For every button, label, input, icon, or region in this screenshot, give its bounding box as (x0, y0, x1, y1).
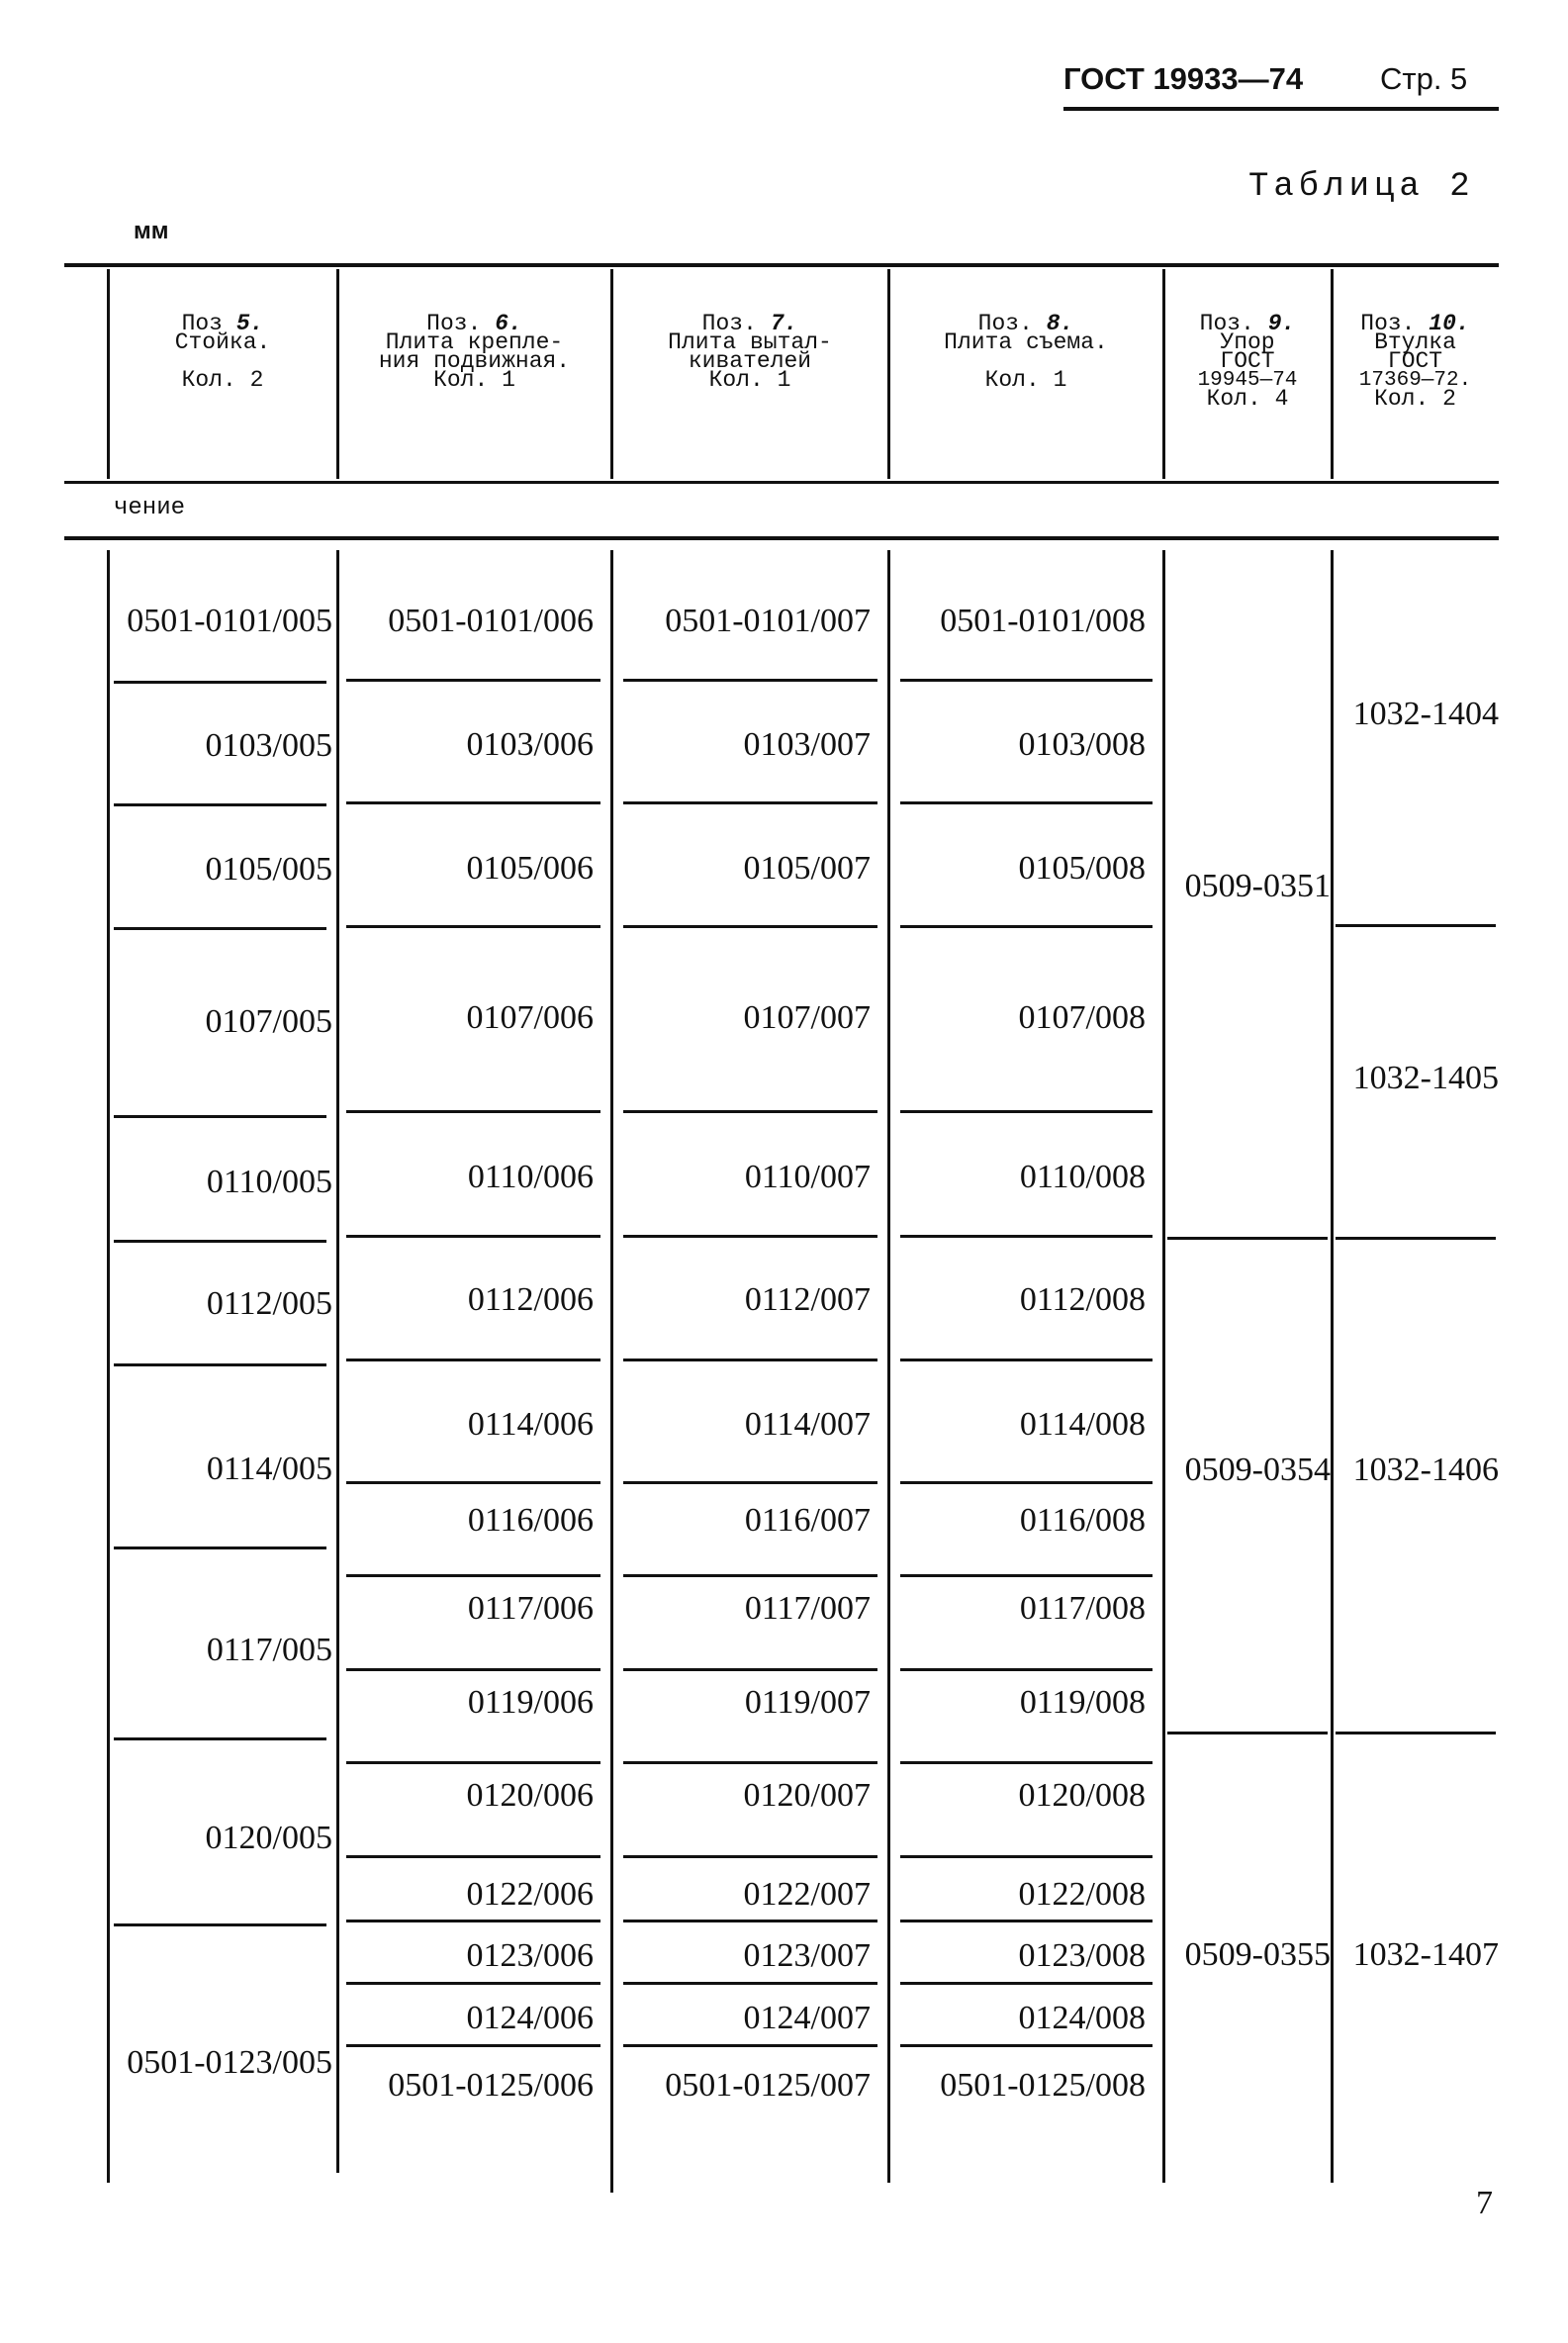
col6-cell: 0110/006 (467, 1159, 594, 1195)
column-header (111, 311, 334, 393)
vtulka-row-rule (1336, 1732, 1496, 1734)
col8-cell: 0120/008 (1018, 1777, 1146, 1814)
col6-cell: 0105/006 (466, 850, 594, 887)
column-header (614, 311, 885, 393)
col6-row-rule (346, 1668, 600, 1671)
col6-cell: 0103/006 (466, 726, 594, 763)
header-column-rule (887, 269, 890, 479)
stoika-row-rule (114, 803, 326, 806)
col8-row-rule (900, 1761, 1153, 1764)
col8-cell: 0105/008 (1018, 850, 1146, 887)
col6-cell: 0122/006 (466, 1876, 594, 1913)
col6-row-rule (346, 1481, 600, 1484)
col7-row-rule (623, 1668, 877, 1671)
col6-row-rule (346, 1359, 600, 1361)
vtulka-row-rule (1336, 1237, 1496, 1240)
header-column-rule (336, 269, 339, 479)
col7-cell: 0103/007 (743, 726, 871, 763)
column-header-line: ния подвижная. (378, 348, 571, 374)
vtulka-cell: 1032-1404 (1352, 696, 1499, 732)
upor-cell: 0509-0355 (1184, 1936, 1331, 1973)
col7-cell: 0105/007 (743, 850, 871, 887)
col8-cell: 0110/008 (1019, 1159, 1146, 1195)
pos-number: 10. (1429, 311, 1470, 336)
column-header-line: Кол. 1 (708, 367, 791, 393)
vtulka-cell: 1032-1406 (1352, 1452, 1499, 1488)
stoika-row-rule (114, 927, 326, 930)
col6-cell: 0501-0125/006 (388, 2067, 594, 2104)
col7-cell: 0501-0125/007 (665, 2067, 871, 2104)
table-top-rule (64, 263, 1499, 267)
col7-cell: 0117/007 (744, 1590, 871, 1627)
stoika-cell: 0112/005 (206, 1285, 332, 1322)
stoika-row-rule (114, 1240, 326, 1243)
col8-row-rule (900, 925, 1153, 928)
stoika-row-rule (114, 1737, 326, 1740)
upor-row-rule (1167, 1237, 1328, 1240)
col8-cell: 0501-0125/008 (940, 2067, 1146, 2104)
col6-cell: 0117/006 (467, 1590, 594, 1627)
col8-cell: 0122/008 (1018, 1876, 1146, 1913)
stoika-row-rule (114, 1546, 326, 1549)
units-label: мм (134, 218, 169, 244)
col6-cell: 0114/006 (467, 1406, 594, 1443)
col8-cell: 0112/008 (1019, 1281, 1146, 1318)
column-header-line: ГОСТ (1220, 348, 1275, 374)
upor-row-rule (1167, 1732, 1328, 1734)
col8-row-rule (900, 1574, 1153, 1577)
col6-cell: 0119/006 (467, 1684, 594, 1721)
column-header-line: Плита съема. (944, 329, 1108, 355)
pos-number: 9. (1267, 311, 1296, 336)
col8-row-rule (900, 1481, 1153, 1484)
col7-cell: 0120/007 (743, 1777, 871, 1814)
col8-cell: 0119/008 (1019, 1684, 1146, 1721)
col6-cell: 0120/006 (466, 1777, 594, 1814)
stoika-cell: 0501-0101/005 (127, 603, 332, 639)
col7-cell: 0112/007 (744, 1281, 871, 1318)
stoika-cell: 0117/005 (206, 1632, 332, 1668)
col6-cell: 0123/006 (466, 1937, 594, 1974)
col7-row-rule (623, 925, 877, 928)
col7-row-rule (623, 801, 877, 804)
stoika-row-rule (114, 1363, 326, 1366)
pos-number: 8. (1046, 311, 1074, 336)
col6-row-rule (346, 1110, 600, 1113)
col7-cell: 0501-0101/007 (665, 603, 871, 639)
col6-cell: 0112/006 (467, 1281, 594, 1318)
col7-row-rule (623, 2044, 877, 2047)
col6-cell: 0124/006 (466, 2000, 594, 2036)
table-caption: Таблица 2 (1248, 168, 1475, 206)
col8-row-rule (900, 1359, 1153, 1361)
column-header-line: Кол. 4 (1206, 386, 1289, 412)
pos-number: 5. (235, 311, 264, 336)
col7-cell: 0123/007 (743, 1937, 871, 1974)
header-column-rule (1331, 269, 1334, 479)
col7-cell: 0122/007 (743, 1876, 871, 1913)
col8-cell: 0114/008 (1019, 1406, 1146, 1443)
pos-label: Поз. (1199, 311, 1254, 336)
column-header-line: Кол. 2 (1374, 386, 1456, 412)
continuation-label: чение (114, 495, 186, 521)
column-header (340, 311, 608, 393)
stoika-cell: 0110/005 (206, 1164, 332, 1200)
pos-label: Поз (181, 311, 223, 336)
column-header-line: Втулка (1374, 329, 1456, 355)
col7-row-rule (623, 679, 877, 682)
pos-label: Поз. (1360, 311, 1416, 336)
col7-cell: 0110/007 (744, 1159, 871, 1195)
column-header-line: Кол. 1 (984, 367, 1067, 393)
column-header-line: Стойка. (174, 329, 271, 355)
header-column-rule (610, 269, 613, 479)
col7-cell: 0119/007 (744, 1684, 871, 1721)
col8-cell: 0103/008 (1018, 726, 1146, 763)
stoika-cell: 0105/005 (205, 851, 332, 888)
col7-row-rule (623, 1855, 877, 1858)
column-header-line: Плита крепле- (385, 329, 564, 355)
col6-cell: 0107/006 (466, 999, 594, 1036)
stoika-row-rule (114, 681, 326, 684)
pos-number: 7. (770, 311, 798, 336)
upor-cell: 0509-0351 (1184, 868, 1331, 904)
header-column-rule (107, 269, 110, 479)
pos-label: Поз. (977, 311, 1033, 336)
vtulka-cell: 1032-1405 (1352, 1060, 1499, 1096)
col8-row-rule (900, 2044, 1153, 2047)
stoika-cell: 0103/005 (205, 727, 332, 764)
col6-row-rule (346, 925, 600, 928)
col8-cell: 0107/008 (1018, 999, 1146, 1036)
col8-row-rule (900, 1110, 1153, 1113)
col6-row-rule (346, 1761, 600, 1764)
col8-cell: 0124/008 (1018, 2000, 1146, 2036)
column-header (1166, 311, 1329, 412)
stoika-cell: 0107/005 (205, 1003, 332, 1040)
body-column-rule (107, 550, 110, 2183)
column-header-line: Плита вытал- (668, 329, 832, 355)
col7-cell: 0116/007 (744, 1502, 871, 1539)
pos-number: 6. (495, 311, 522, 336)
col8-row-rule (900, 801, 1153, 804)
col8-cell: 0123/008 (1018, 1937, 1146, 1974)
stoika-row-rule (114, 1115, 326, 1118)
pos-label: Поз. (701, 311, 757, 336)
vtulka-cell: 1032-1407 (1352, 1936, 1499, 1973)
column-header-line: ГОСТ (1387, 348, 1443, 374)
col6-cell: 0116/006 (467, 1502, 594, 1539)
stoika-cell: 0120/005 (205, 1820, 332, 1856)
continuation-rule (64, 536, 1499, 540)
col7-row-rule (623, 1481, 877, 1484)
col8-row-rule (900, 1855, 1153, 1858)
body-column-rule (336, 550, 339, 2173)
col8-cell: 0116/008 (1019, 1502, 1146, 1539)
stoika-row-rule (114, 1923, 326, 1926)
column-header-line: кивателей (688, 348, 812, 374)
pos-label: Поз. (426, 311, 482, 336)
col7-row-rule (623, 1761, 877, 1764)
col7-row-rule (623, 1110, 877, 1113)
stoika-cell: 0501-0123/005 (127, 2044, 332, 2081)
header-column-rule (1162, 269, 1165, 479)
column-header-line: Кол. 1 (433, 367, 515, 393)
col6-row-rule (346, 1235, 600, 1238)
col8-row-rule (900, 1668, 1153, 1671)
page-number: 7 (1476, 2185, 1493, 2221)
col8-row-rule (900, 1920, 1153, 1922)
col6-row-rule (346, 1982, 600, 1985)
col6-row-rule (346, 2044, 600, 2047)
column-header-line: Упор (1220, 329, 1275, 355)
header-bottom-rule (64, 481, 1499, 484)
column-header-line: 19945—74 (1197, 369, 1298, 392)
col6-row-rule (346, 1574, 600, 1577)
column-header-line: 17369—72. (1358, 369, 1472, 392)
col7-row-rule (623, 1574, 877, 1577)
header-rule (1063, 107, 1499, 111)
column-header-line: Кол. 2 (181, 367, 264, 393)
vtulka-row-rule (1336, 924, 1496, 927)
col7-row-rule (623, 1982, 877, 1985)
col7-row-rule (623, 1359, 877, 1361)
column-header (1335, 311, 1496, 412)
col8-row-rule (900, 1235, 1153, 1238)
col7-row-rule (623, 1235, 877, 1238)
col6-row-rule (346, 801, 600, 804)
col7-cell: 0124/007 (743, 2000, 871, 2036)
col6-row-rule (346, 679, 600, 682)
col7-row-rule (623, 1920, 877, 1922)
stoika-cell: 0114/005 (206, 1451, 332, 1487)
col6-row-rule (346, 1920, 600, 1922)
col8-cell: 0501-0101/008 (940, 603, 1146, 639)
col8-row-rule (900, 679, 1153, 682)
col7-cell: 0114/007 (744, 1406, 871, 1443)
col6-row-rule (346, 1855, 600, 1858)
col6-cell: 0501-0101/006 (388, 603, 594, 639)
col8-row-rule (900, 1982, 1153, 1985)
column-header (891, 311, 1160, 393)
col7-cell: 0107/007 (743, 999, 871, 1036)
upor-cell: 0509-0354 (1184, 1452, 1331, 1488)
page-label: Стр. 5 (1380, 61, 1468, 96)
standard-number: ГОСТ 19933—74 (1063, 61, 1304, 96)
col8-cell: 0117/008 (1019, 1590, 1146, 1627)
